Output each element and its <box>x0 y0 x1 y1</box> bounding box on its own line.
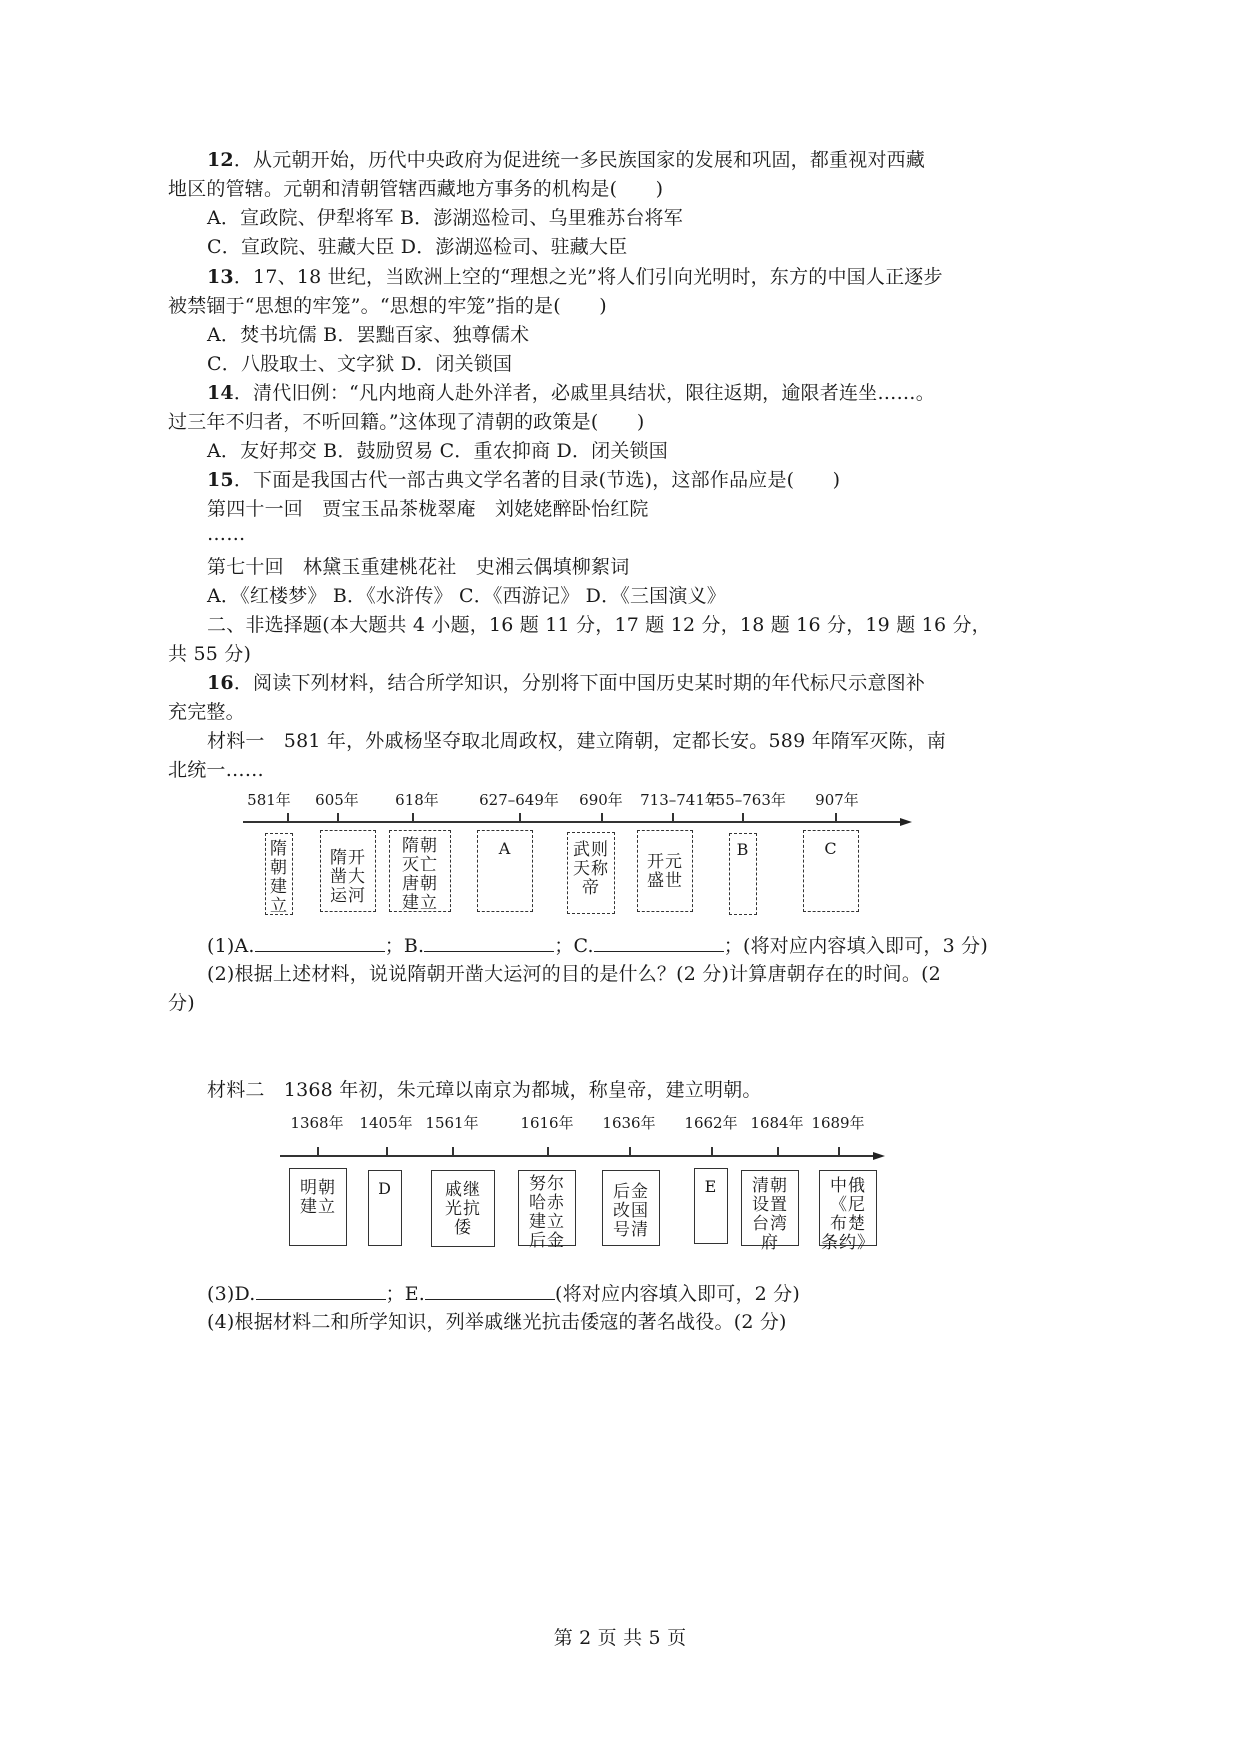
event-box <box>602 1170 660 1246</box>
event-text-row: 唐朝 <box>402 874 438 894</box>
timeline-tick <box>711 1147 713 1155</box>
event-text-row: 布楚 <box>830 1214 866 1234</box>
event-box <box>567 832 615 914</box>
timeline-tick <box>337 813 339 821</box>
q16-number: 16 <box>207 672 234 694</box>
timeline-tick <box>386 1147 388 1155</box>
sub1-instructions: ；(将对应内容填入即可，3 分) <box>723 935 988 957</box>
timeline-tick <box>519 813 521 821</box>
q14-stem-line1 <box>207 381 935 405</box>
q12-options-ab: A．宣政院、伊犁将军 B．澎湖巡检司、乌里雅苏台将军 <box>207 207 683 229</box>
event-text-row: A <box>498 839 512 858</box>
timeline-year-label: 1561年 <box>425 1114 479 1132</box>
timeline-axis <box>243 821 900 823</box>
timeline-tick <box>601 813 603 821</box>
event-box <box>741 1170 799 1253</box>
q16-stem-line1 <box>207 671 925 695</box>
event-text-row: D <box>378 1179 392 1198</box>
q15-toc-entry-70: 第七十回 林黛玉重建桃花社 史湘云偶填柳絮词 <box>207 556 630 578</box>
q13-stem-line2: 被禁锢于“思想的牢笼”。“思想的牢笼”指的是( ) <box>168 295 607 317</box>
answer-box-c[interactable] <box>803 830 859 912</box>
timeline-year-label: 690年 <box>579 791 623 809</box>
q12-stem-line1 <box>207 148 925 172</box>
event-text-row: 改国 <box>613 1201 649 1221</box>
answer-blank-a[interactable] <box>255 933 385 952</box>
event-box <box>265 833 293 915</box>
event-box <box>819 1170 877 1253</box>
timeline-year-label: 1405年 <box>359 1114 413 1132</box>
event-box <box>431 1170 495 1247</box>
answer-box-b[interactable] <box>729 833 757 915</box>
sub3-label-e: ；E. <box>385 1283 426 1305</box>
timeline-tick <box>287 813 289 821</box>
q15-number: 15 <box>207 469 234 491</box>
event-text-row: 哈赤 <box>529 1193 565 1213</box>
section2-heading-line1: 二、非选择题(本大题共 4 小题，16 题 11 分，17 题 12 分，18 题 16 分，19 题 16 分， <box>207 614 991 636</box>
timeline-tick <box>838 1147 840 1155</box>
q12-number: 12 <box>207 149 234 171</box>
q13-number: 13 <box>207 266 234 288</box>
event-text-row: 明朝 <box>300 1178 336 1198</box>
answer-blank-b[interactable] <box>424 933 554 952</box>
event-text-row: 后金 <box>613 1182 649 1202</box>
q16-sub2-line1: (2)根据上述材料，说说隋朝开凿大运河的目的是什么？(2 分)计算唐朝存在的时间。(2 <box>207 963 941 985</box>
q12-text: ．从元朝开始，历代中央政府为促进统一多民族国家的发展和巩固，都重视对西藏 <box>233 149 926 171</box>
event-text-row: 武则 <box>573 840 609 860</box>
page-number: 第 2 页 共 5 页 <box>553 1627 687 1649</box>
event-text-row: 后金 <box>529 1231 565 1251</box>
sub1-label-b: ；B. <box>384 935 425 957</box>
q13-text: ．17、18 世纪，当欧洲上空的“理想之光”将人们引向光明时，东方的中国人正逐步 <box>233 266 943 288</box>
timeline-year-label: 1689年 <box>811 1114 865 1132</box>
timeline-tick <box>547 1147 549 1155</box>
timeline-year-label: 1368年 <box>290 1114 344 1132</box>
event-text-row: 清朝 <box>752 1176 788 1196</box>
timeline-year-label: 618年 <box>395 791 439 809</box>
timeline-tick <box>412 813 414 821</box>
q13-options-ab: A．焚书坑儒 B．罢黜百家、独尊儒术 <box>207 324 530 346</box>
event-box <box>289 1168 347 1246</box>
event-text-row: 台湾 <box>752 1214 788 1234</box>
event-text-row: 建 <box>270 877 288 897</box>
section2-heading-line2: 共 55 分) <box>168 643 252 665</box>
sub1-label-c: ；C. <box>554 935 594 957</box>
q15-stem <box>207 468 840 492</box>
event-text-row: 隋朝 <box>402 836 438 856</box>
q16-stem-line2: 充完整。 <box>168 701 245 723</box>
timeline-year-label: 581年 <box>247 791 291 809</box>
event-text-row: 天称 <box>573 859 609 879</box>
q15-toc-ellipsis: …… <box>207 523 246 545</box>
arrow-right-icon <box>900 818 912 826</box>
timeline-year-label: 1616年 <box>520 1114 574 1132</box>
timeline-tick <box>835 813 837 821</box>
q15-toc-entry-41: 第四十一回 贾宝玉品茶栊翠庵 刘姥姥醉卧怡红院 <box>207 498 649 520</box>
sub3-label-d: (3)D. <box>207 1283 256 1305</box>
q16-sub4: (4)根据材料二和所学知识，列举戚继光抗击倭寇的著名战役。(2 分) <box>207 1311 787 1333</box>
q14-stem-line2: 过三年不归者，不听回籍。”这体现了清朝的政策是( ) <box>168 411 645 433</box>
event-text-row: 运河 <box>330 886 366 906</box>
sub3-instructions: (将对应内容填入即可，2 分) <box>555 1283 800 1305</box>
answer-box-d[interactable] <box>368 1170 402 1246</box>
event-box <box>320 830 376 912</box>
arrow-right-icon <box>873 1152 885 1160</box>
material1-line2: 北统一…… <box>168 759 265 781</box>
q14-text: ．清代旧例：“凡内地商人赴外洋者，必戚里具结状，限往返期，逾限者连坐……。 <box>233 382 935 404</box>
material1-line1: 材料一 581 年，外戚杨坚夺取北周政权，建立隋朝，定都长安。589 年隋军灭陈，南 <box>207 730 947 752</box>
timeline-year-label: 907年 <box>815 791 859 809</box>
event-text-row: 条约》 <box>821 1233 875 1253</box>
timeline-axis <box>280 1155 873 1157</box>
sub1-label-a: (1)A. <box>207 935 255 957</box>
event-text-row: 设置 <box>752 1195 788 1215</box>
timeline-tick <box>777 1147 779 1155</box>
event-text-row: 灭亡 <box>402 855 438 875</box>
timeline-year-label: 627–649年 <box>479 791 559 809</box>
event-text-row: 号清 <box>613 1220 649 1240</box>
answer-blank-d[interactable] <box>256 1281 386 1300</box>
event-text-row: B <box>736 840 750 859</box>
event-text-row: 光抗 <box>445 1199 481 1219</box>
timeline-year-label: 1636年 <box>602 1114 656 1132</box>
answer-blank-c[interactable] <box>594 933 724 952</box>
q14-options: A．友好邦交 B．鼓励贸易 C．重农抑商 D．闭关锁国 <box>207 440 668 462</box>
timeline-tick <box>317 1147 319 1155</box>
timeline-year-label: 755–763年 <box>706 791 786 809</box>
answer-box-a[interactable] <box>477 830 533 912</box>
event-text-row: E <box>704 1177 718 1196</box>
timeline-year-label: 605年 <box>315 791 359 809</box>
event-box <box>637 830 693 912</box>
answer-blank-e[interactable] <box>425 1281 555 1300</box>
q16-sub1 <box>207 933 988 958</box>
event-text-row: 立 <box>270 896 288 916</box>
event-text-row: 努尔 <box>529 1174 565 1194</box>
event-text-row: 建立 <box>300 1197 336 1217</box>
event-text-row: 建立 <box>402 893 438 913</box>
timeline-year-label: 1662年 <box>684 1114 738 1132</box>
event-text-row: 戚继 <box>445 1180 481 1200</box>
q13-options-cd: C．八股取士、文字狱 D．闭关锁国 <box>207 353 513 375</box>
event-text-row: 倭 <box>454 1218 472 1238</box>
event-text-row: 凿大 <box>330 867 366 887</box>
q12-options-cd: C．宣政院、驻藏大臣 D．澎湖巡检司、驻藏大臣 <box>207 236 628 258</box>
q16-text: ．阅读下列材料，结合所学知识，分别将下面中国历史某时期的年代标尺示意图补 <box>233 672 926 694</box>
timeline-tick <box>452 1147 454 1155</box>
material2: 材料二 1368 年初，朱元璋以南京为都城，称皇帝，建立明朝。 <box>207 1079 762 1101</box>
event-text-row: 隋 <box>270 839 288 859</box>
event-text-row: 帝 <box>582 878 600 898</box>
event-box <box>389 830 451 912</box>
q16-sub3 <box>207 1281 800 1306</box>
event-text-row: 中俄 <box>830 1176 866 1196</box>
timeline-tick <box>672 813 674 821</box>
timeline-tick <box>742 813 744 821</box>
timeline-tick <box>629 1147 631 1155</box>
q15-text: ．下面是我国古代一部古典文学名著的目录(节选)，这部作品应是( ) <box>233 469 841 491</box>
event-text-row: 开元 <box>647 852 683 872</box>
q12-stem-line2: 地区的管辖。元朝和清朝管辖西藏地方事务的机构是( ) <box>168 178 664 200</box>
event-text-row: 朝 <box>270 858 288 878</box>
timeline-year-label: 713–741年 <box>640 791 720 809</box>
event-text-row: 府 <box>761 1233 779 1253</box>
q16-sub2-line2: 分) <box>168 992 195 1014</box>
timeline-year-label: 1684年 <box>750 1114 804 1132</box>
event-text-row: C <box>824 839 838 858</box>
event-box <box>518 1170 576 1251</box>
event-text-row: 建立 <box>529 1212 565 1232</box>
event-text-row: 盛世 <box>647 871 683 891</box>
event-text-row: 《尼 <box>830 1195 866 1215</box>
q15-options: A．《红楼梦》 B．《水浒传》 C．《西游记》 D．《三国演义》 <box>207 585 726 607</box>
q14-number: 14 <box>207 382 234 404</box>
q13-stem-line1 <box>207 265 943 289</box>
answer-box-e[interactable] <box>694 1168 728 1244</box>
event-text-row: 隋开 <box>330 848 366 868</box>
